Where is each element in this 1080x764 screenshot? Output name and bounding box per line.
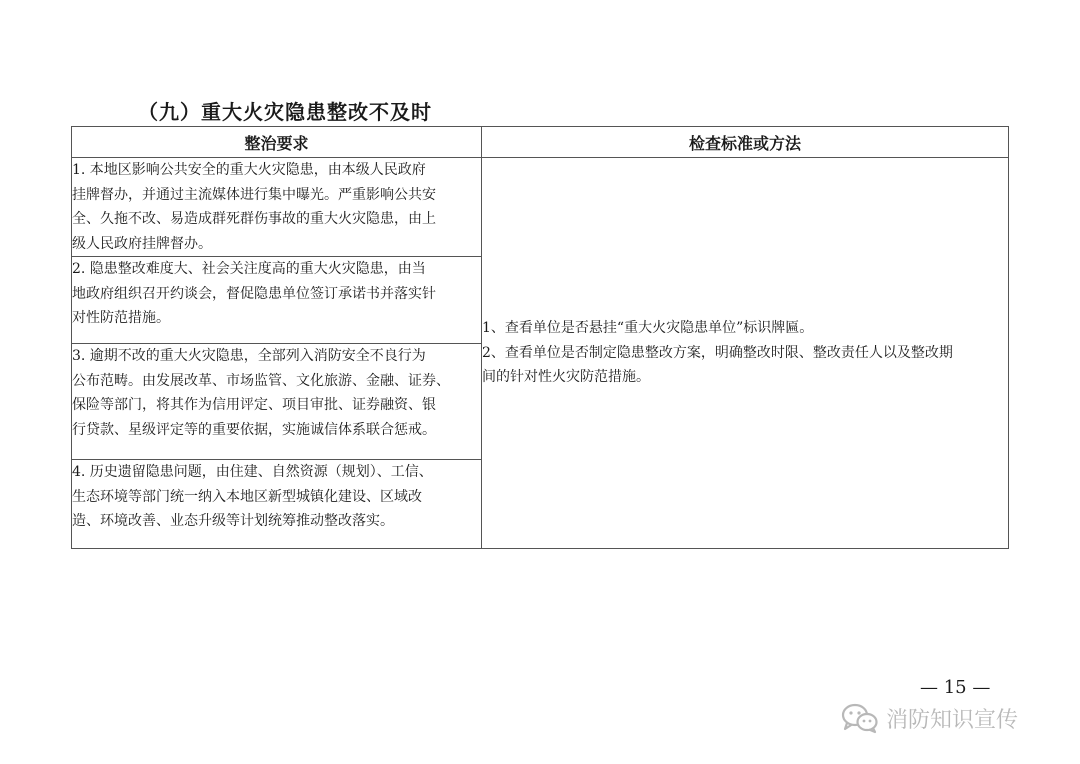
header-requirements: 整治要求 bbox=[72, 127, 482, 158]
watermark bbox=[840, 700, 1018, 736]
table-header-row bbox=[72, 127, 1009, 158]
requirement-cell-1 bbox=[72, 158, 482, 257]
requirement-line: 地政府组织召开约谈会，督促隐患单位签订承诺书并落实针 bbox=[72, 285, 436, 302]
watermark-text: 消防知识宣传 bbox=[886, 707, 1019, 733]
header-method: 检查标准或方法 bbox=[482, 127, 1009, 158]
table-row bbox=[72, 158, 1009, 257]
requirement-line: 级人民政府挂牌督办。 bbox=[72, 235, 212, 252]
requirement-cell-3 bbox=[72, 344, 482, 460]
requirement-cell-2 bbox=[72, 257, 482, 344]
requirement-line: 生态环境等部门统一纳入本地区新型城镇化建设、区域改 bbox=[72, 488, 422, 505]
requirement-line: 造、环境改善、业态升级等计划统筹推动整改落实。 bbox=[72, 513, 394, 529]
requirement-line: 2. 隐患整改难度大、社会关注度高的重大火灾隐患，由当 bbox=[72, 261, 426, 277]
requirement-line: 挂牌督办，并通过主流媒体进行集中曝光。严重影响公共安 bbox=[72, 186, 436, 203]
page-number: — 15 — bbox=[920, 677, 991, 698]
method-cell bbox=[482, 158, 1009, 549]
requirement-line: 1. 本地区影响公共安全的重大火灾隐患，由本级人民政府 bbox=[72, 162, 426, 178]
requirement-line: 3. 逾期不改的重大火灾隐患，全部列入消防安全不良行为 bbox=[72, 348, 426, 364]
requirement-line: 全、久拖不改、易造成群死群伤事故的重大火灾隐患，由上 bbox=[72, 211, 436, 227]
requirement-line: 对性防范措施。 bbox=[72, 310, 170, 326]
method-line: 1、查看单位是否悬挂“重大火灾隐患单位”标识牌匾。 bbox=[482, 320, 814, 337]
section-title: （九）重大火灾隐患整改不及时 bbox=[138, 100, 432, 124]
method-line: 间的针对性火灾防范措施。 bbox=[482, 369, 650, 386]
requirement-line: 4. 历史遗留隐患问题，由住建、自然资源（规划）、工信、 bbox=[72, 464, 433, 480]
requirement-line: 行贷款、星级评定等的重要依据，实施诚信体系联合惩戒。 bbox=[72, 421, 436, 438]
requirement-line: 公布范畴。由发展改革、市场监管、文化旅游、金融、证券、 bbox=[72, 372, 450, 389]
requirement-line: 保险等部门，将其作为信用评定、项目审批、证券融资、银 bbox=[72, 397, 436, 413]
method-line: 2、查看单位是否制定隐患整改方案，明确整改时限、整改责任人以及整改期 bbox=[482, 344, 953, 361]
wechat-icon bbox=[840, 702, 880, 734]
requirement-cell-4 bbox=[72, 460, 482, 549]
inspection-table bbox=[71, 126, 1009, 549]
